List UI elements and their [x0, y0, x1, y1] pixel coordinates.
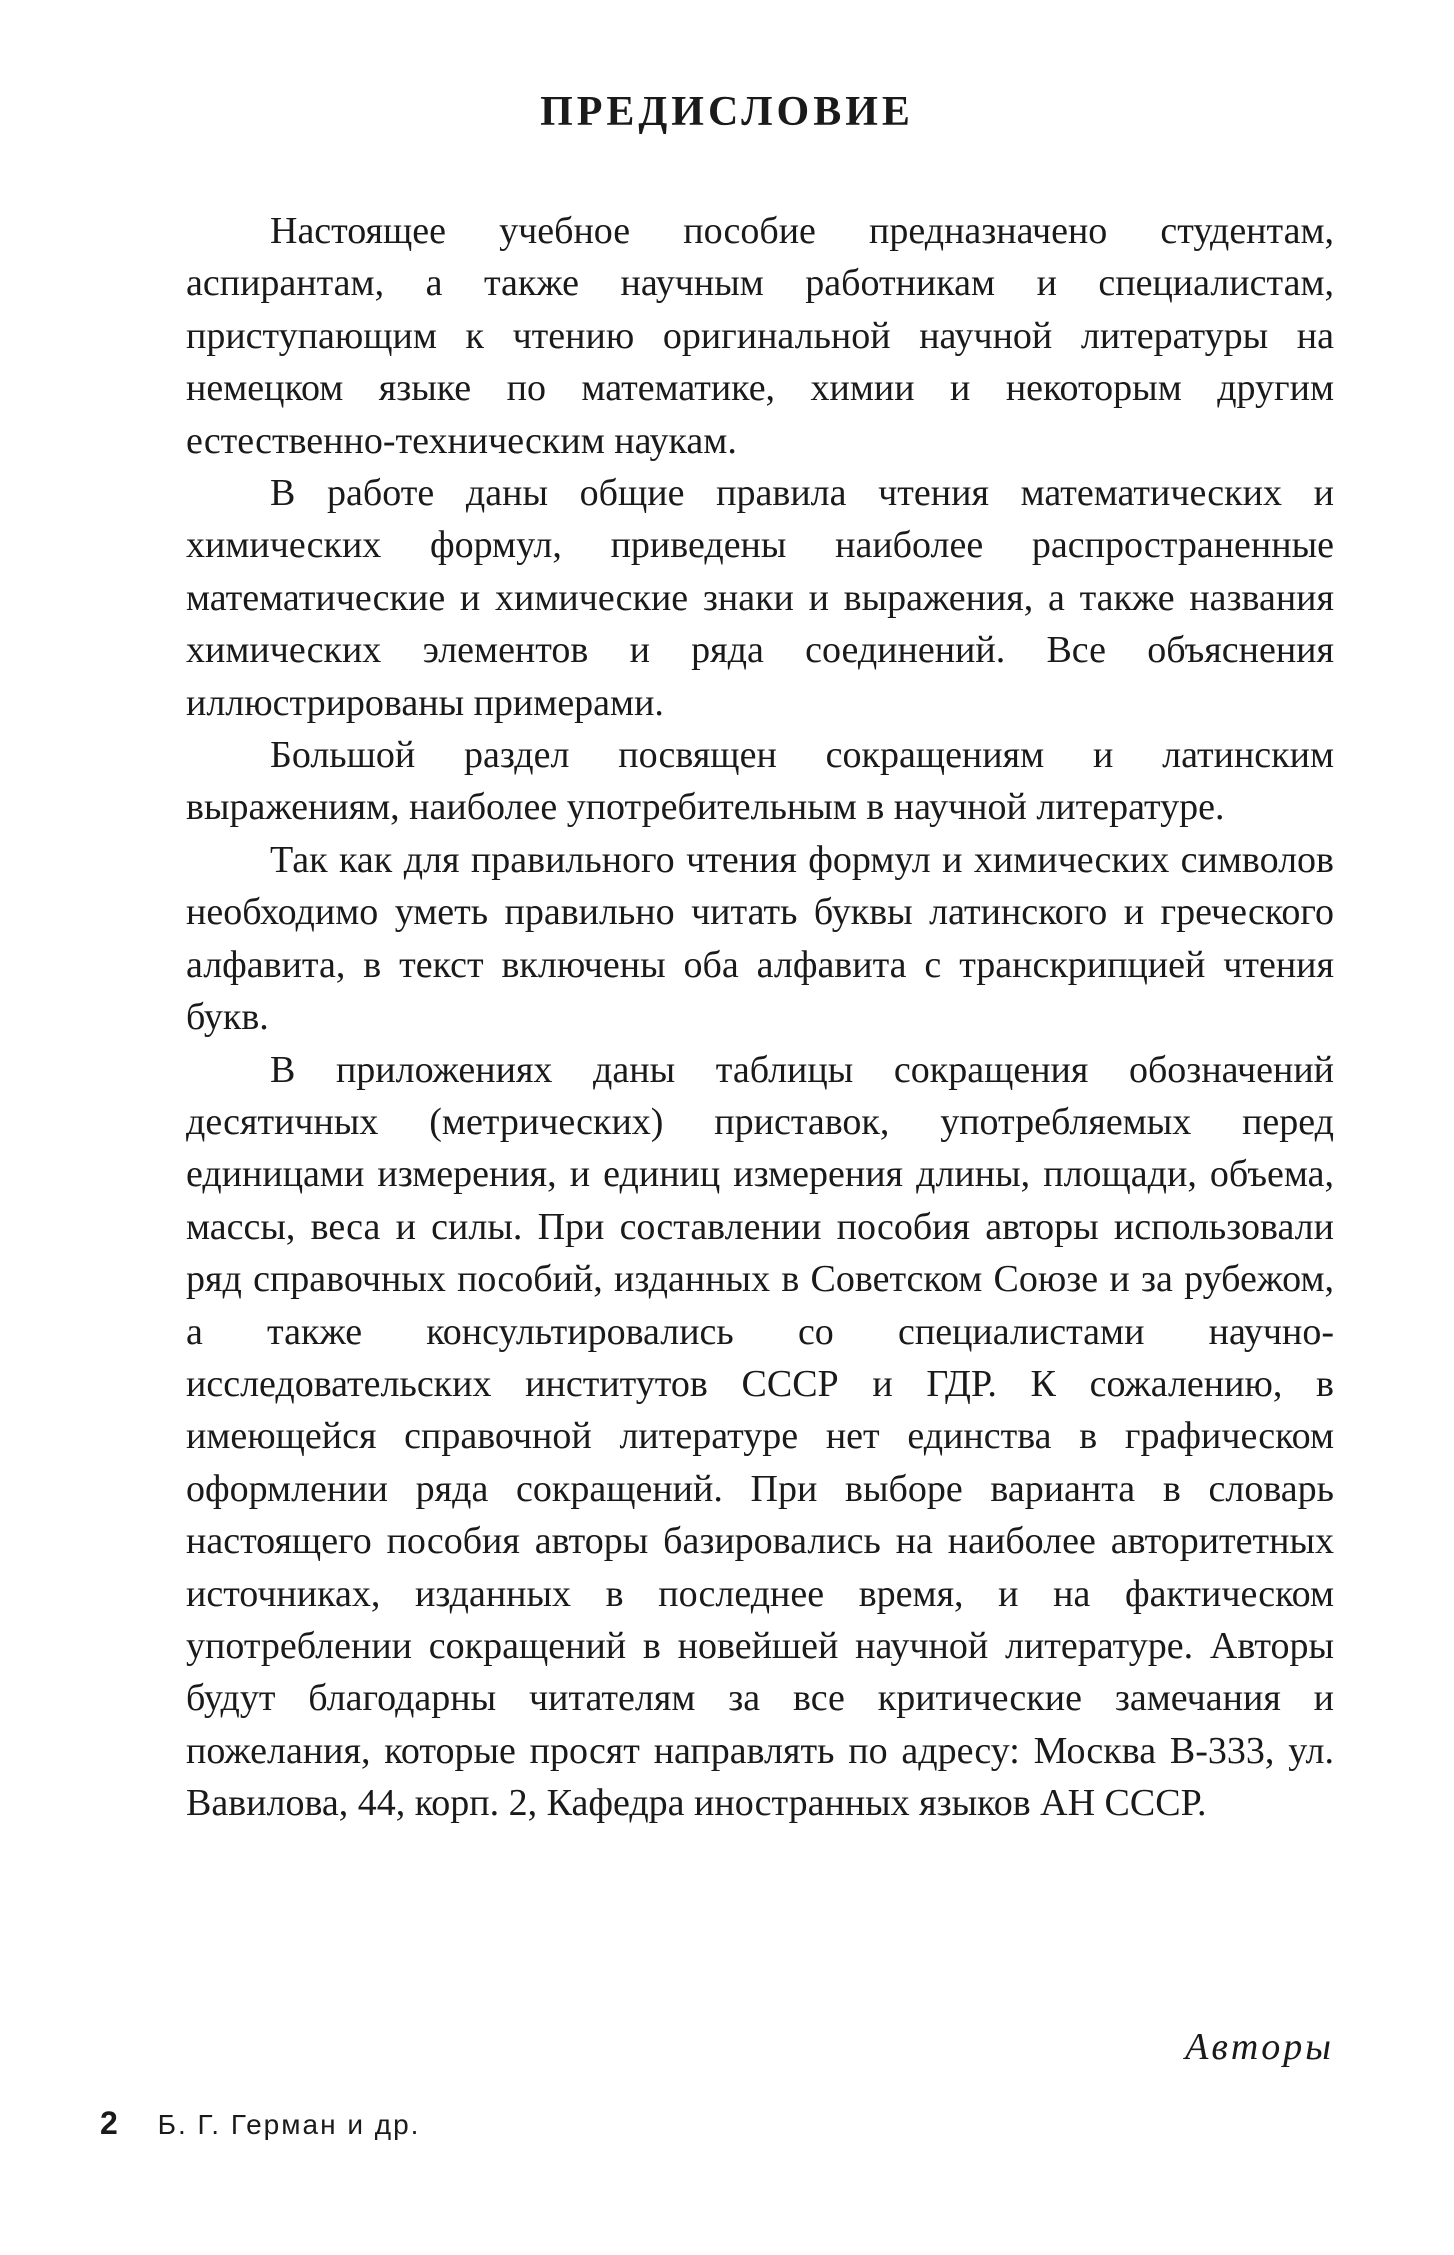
paragraph-4: Так как для правильного чтения формул и химических символов необходимо уметь правильно читать буквы латинского и греческого алфавита, в текст включены оба алфавита с транскрипцией чтения букв. — [186, 838, 1334, 1039]
preface-body — [186, 205, 1334, 1830]
paragraph-2: В работе даны общие правила чтения математических и химических формул, приведены наиболее распространенные математические и химические знаки и выражения, а также названия химических элементов и ряда соединений. Все объяснения иллюстрированы примерами. — [186, 472, 1334, 724]
paragraph-5: В приложениях даны таблицы сокращения обозначений десятичных (метрических) приставок, употребляемых перед единицами измерения, и единиц измерения длины, площади, объема, массы, веса и силы. При составлении пособия авторы использовали ряд справочных пособий, изданных в Советском Союзе и за рубежом, а также консультировались со специалистами научно-исследовательских институтов СССР и ГДР. К сожалению, в имеющейся справочной литературе нет единства в графическом оформлении ряда сокращений. При выборе варианта в словарь настоящего пособия авторы базировались на наиболее авторитетных источниках, изданных в последнее время, и на фактическом употреблении сокращений в новейшей научной литературе. Авторы будут благодарны читателям за все критические замечания и пожелания, которые просят направлять по адресу: Москва В-333, ул. Вавилова, 44, корп. 2, Кафедра иностранных языков АН СССР. — [186, 1048, 1334, 1825]
page-number: 2 — [100, 2105, 120, 2141]
signature: Авторы — [1185, 2026, 1334, 2068]
author-note: Б. Г. Герман и др. — [157, 2109, 421, 2140]
paragraph-3: Большой раздел посвящен сокращениям и латинским выражениям, наиболее употребительным в научной литературе. — [186, 734, 1334, 829]
paragraph-1: Настоящее учебное пособие предназначено студентам, аспирантам, а также научным работникам и специалистам, приступающим к чтению оригинальной научной литературы на немецком языке по математике, химии и некоторым другим естественно-техническим наукам. — [186, 210, 1334, 462]
page-title: ПРЕДИСЛОВИЕ — [540, 89, 914, 135]
page-footer — [100, 2105, 420, 2142]
